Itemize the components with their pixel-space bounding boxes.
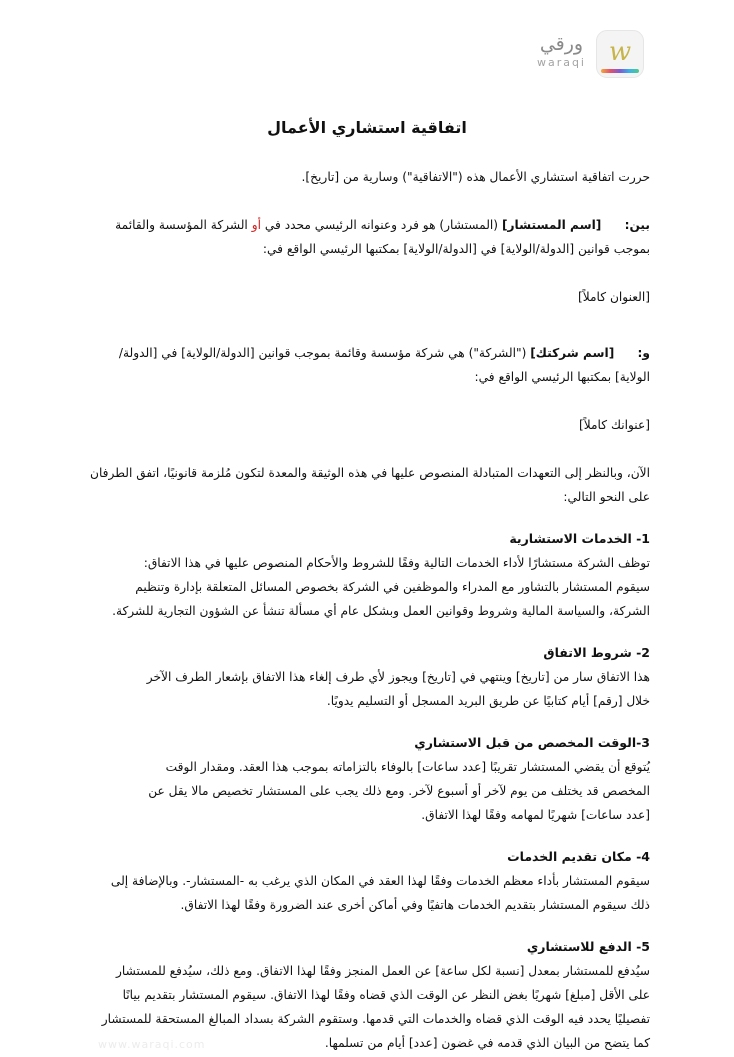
section-line: سيقوم المستشار بالتشاور مع المدراء والموظفين في الشركة بخصوص المسائل المتعلقة بإدارة وتنظيم	[135, 580, 650, 594]
intro-paragraph: حررت اتفاقية استشاري الأعمال هذه ("الاتفاقية") وسارية من [تاريخ].	[301, 170, 650, 184]
site-watermark: www.waraqi.com	[98, 1038, 206, 1051]
section-line: خلال [رقم] أيام كتابيًا عن طريق البريد المسجل أو التسليم يدويًا.	[326, 694, 650, 708]
section-line: المخصص قد يختلف من يوم لآخر أو أسبوع لآخر. ومع ذلك يجب على المستشار تخصيص مالا يقل عن	[148, 784, 650, 798]
section-line: هذا الاتفاق سار من [تاريخ] وينتهي في [تاريخ] ويجوز لأي طرف إلغاء هذا الاتفاق بإشعار الطرف الآخر	[146, 670, 650, 684]
section-line: يُتوقع أن يقضي المستشار تقريبًا [عدد ساعات] بالوفاء بالتزاماته بموجب هذا العقد. ومقدار الوقت	[165, 760, 650, 774]
party2-address: [عنوانك كاملاً]	[579, 418, 650, 432]
section-line: على الأقل [مبلغ] شهريًا بغض النظر عن الوقت الذي قضاه وفقًا لهذا الاتفاق. سيقوم المستشار بتقديم بيانًا	[122, 988, 650, 1002]
or-word: أو	[251, 218, 261, 232]
logo-color-bar	[601, 69, 639, 73]
company-name: [اسم شركتك]	[530, 346, 615, 360]
section-heading: 2- شروط الاتفاق	[543, 645, 650, 660]
section-line: سيقوم المستشار بأداء معظم الخدمات وفقًا لهذا العقد في المكان الذي يرغب به -المستشار-. وبالإضافة إلى	[110, 874, 650, 888]
section-heading: 4- مكان تقديم الخدمات	[507, 849, 650, 864]
consultant-name: [اسم المستشار]	[501, 218, 602, 232]
section-line: الشركة، والسياسة المالية وشروط وقوانين العمل وبشكل عام أي مسألة تنشأ عن الشؤون التجارية للشركة.	[112, 604, 650, 618]
logo-name-arabic: ورقي	[539, 33, 584, 55]
section-heading: 3-الوقت المخصص من قبل الاستشاري	[414, 735, 650, 750]
party1-text-a: (المستشار) هو فرد وعنوانه الرئيسي محدد في	[260, 218, 502, 232]
waraqi-logo	[596, 30, 646, 80]
party1-address: [العنوان كاملاً]	[578, 290, 650, 304]
recital-paragraph: الآن، وبالنظر إلى التعهدات المتبادلة المنصوص عليها في هذه الوثيقة والمعدة لتكون مُلزمة قانونيًا، اتفق الطرفان على النحو التالي:	[90, 466, 650, 504]
and-label: و:	[637, 346, 650, 360]
party1-paragraph	[85, 213, 650, 261]
section-line: سيُدفع للمستشار بمعدل [نسبة لكل ساعة] عن العمل المنجز وفقًا لهذا الاتفاق. ومع ذلك، سيُدفع للمستشار	[115, 964, 650, 978]
document-title: اتفاقية استشاري الأعمال	[267, 118, 467, 137]
party1-text-b: الشركة المؤسسة والقائمة بموجب قوانين [الدولة/الولاية] في [الدولة/الولاية] بمكتبها الرئيسي الواقع في:	[115, 218, 650, 256]
party2-paragraph	[85, 341, 650, 389]
section-heading: 5- الدفع للاستشاري	[526, 939, 650, 954]
logo-name-english: waraqi	[536, 56, 586, 69]
document-body	[85, 165, 650, 1055]
section-heading: 1- الخدمات الاستشارية	[509, 531, 650, 546]
logo-badge	[596, 30, 644, 78]
section-line: [عدد ساعات] شهريًا لمهامه وفقًا لهذا الاتفاق.	[421, 808, 650, 822]
section-line: تفصيليًا يحدد فيه الوقت الذي قضاه والخدمات التي قدمها. وستقوم الشركة بسداد المبالغ المستحقة للمستشار	[101, 1012, 650, 1026]
logo-w-icon: w	[608, 37, 632, 67]
section-line: توظف الشركة مستشارًا لأداء الخدمات التالية وفقًا للشروط والأحكام المنصوص عليها في هذا الاتفاق:	[143, 556, 650, 570]
party2-text: ("الشركة") هي شركة مؤسسة وقائمة بموجب قوانين [الدولة/الولاية] في [الدولة/الولاية] بمكتبها الرئيسي الواقع في:	[118, 346, 650, 384]
section-line: ذلك سيقوم المستشار بتقديم الخدمات هاتفيًا وفي أماكن أخرى عند الضرورة وفقًا لهذا الاتفاق.	[180, 898, 650, 912]
between-label: بين:	[624, 218, 650, 232]
section-line: كما يتضح من البيان الذي قدمه في غضون [عدد] أيام من تسلمها.	[324, 1036, 650, 1050]
logo-wordmark	[537, 34, 586, 69]
